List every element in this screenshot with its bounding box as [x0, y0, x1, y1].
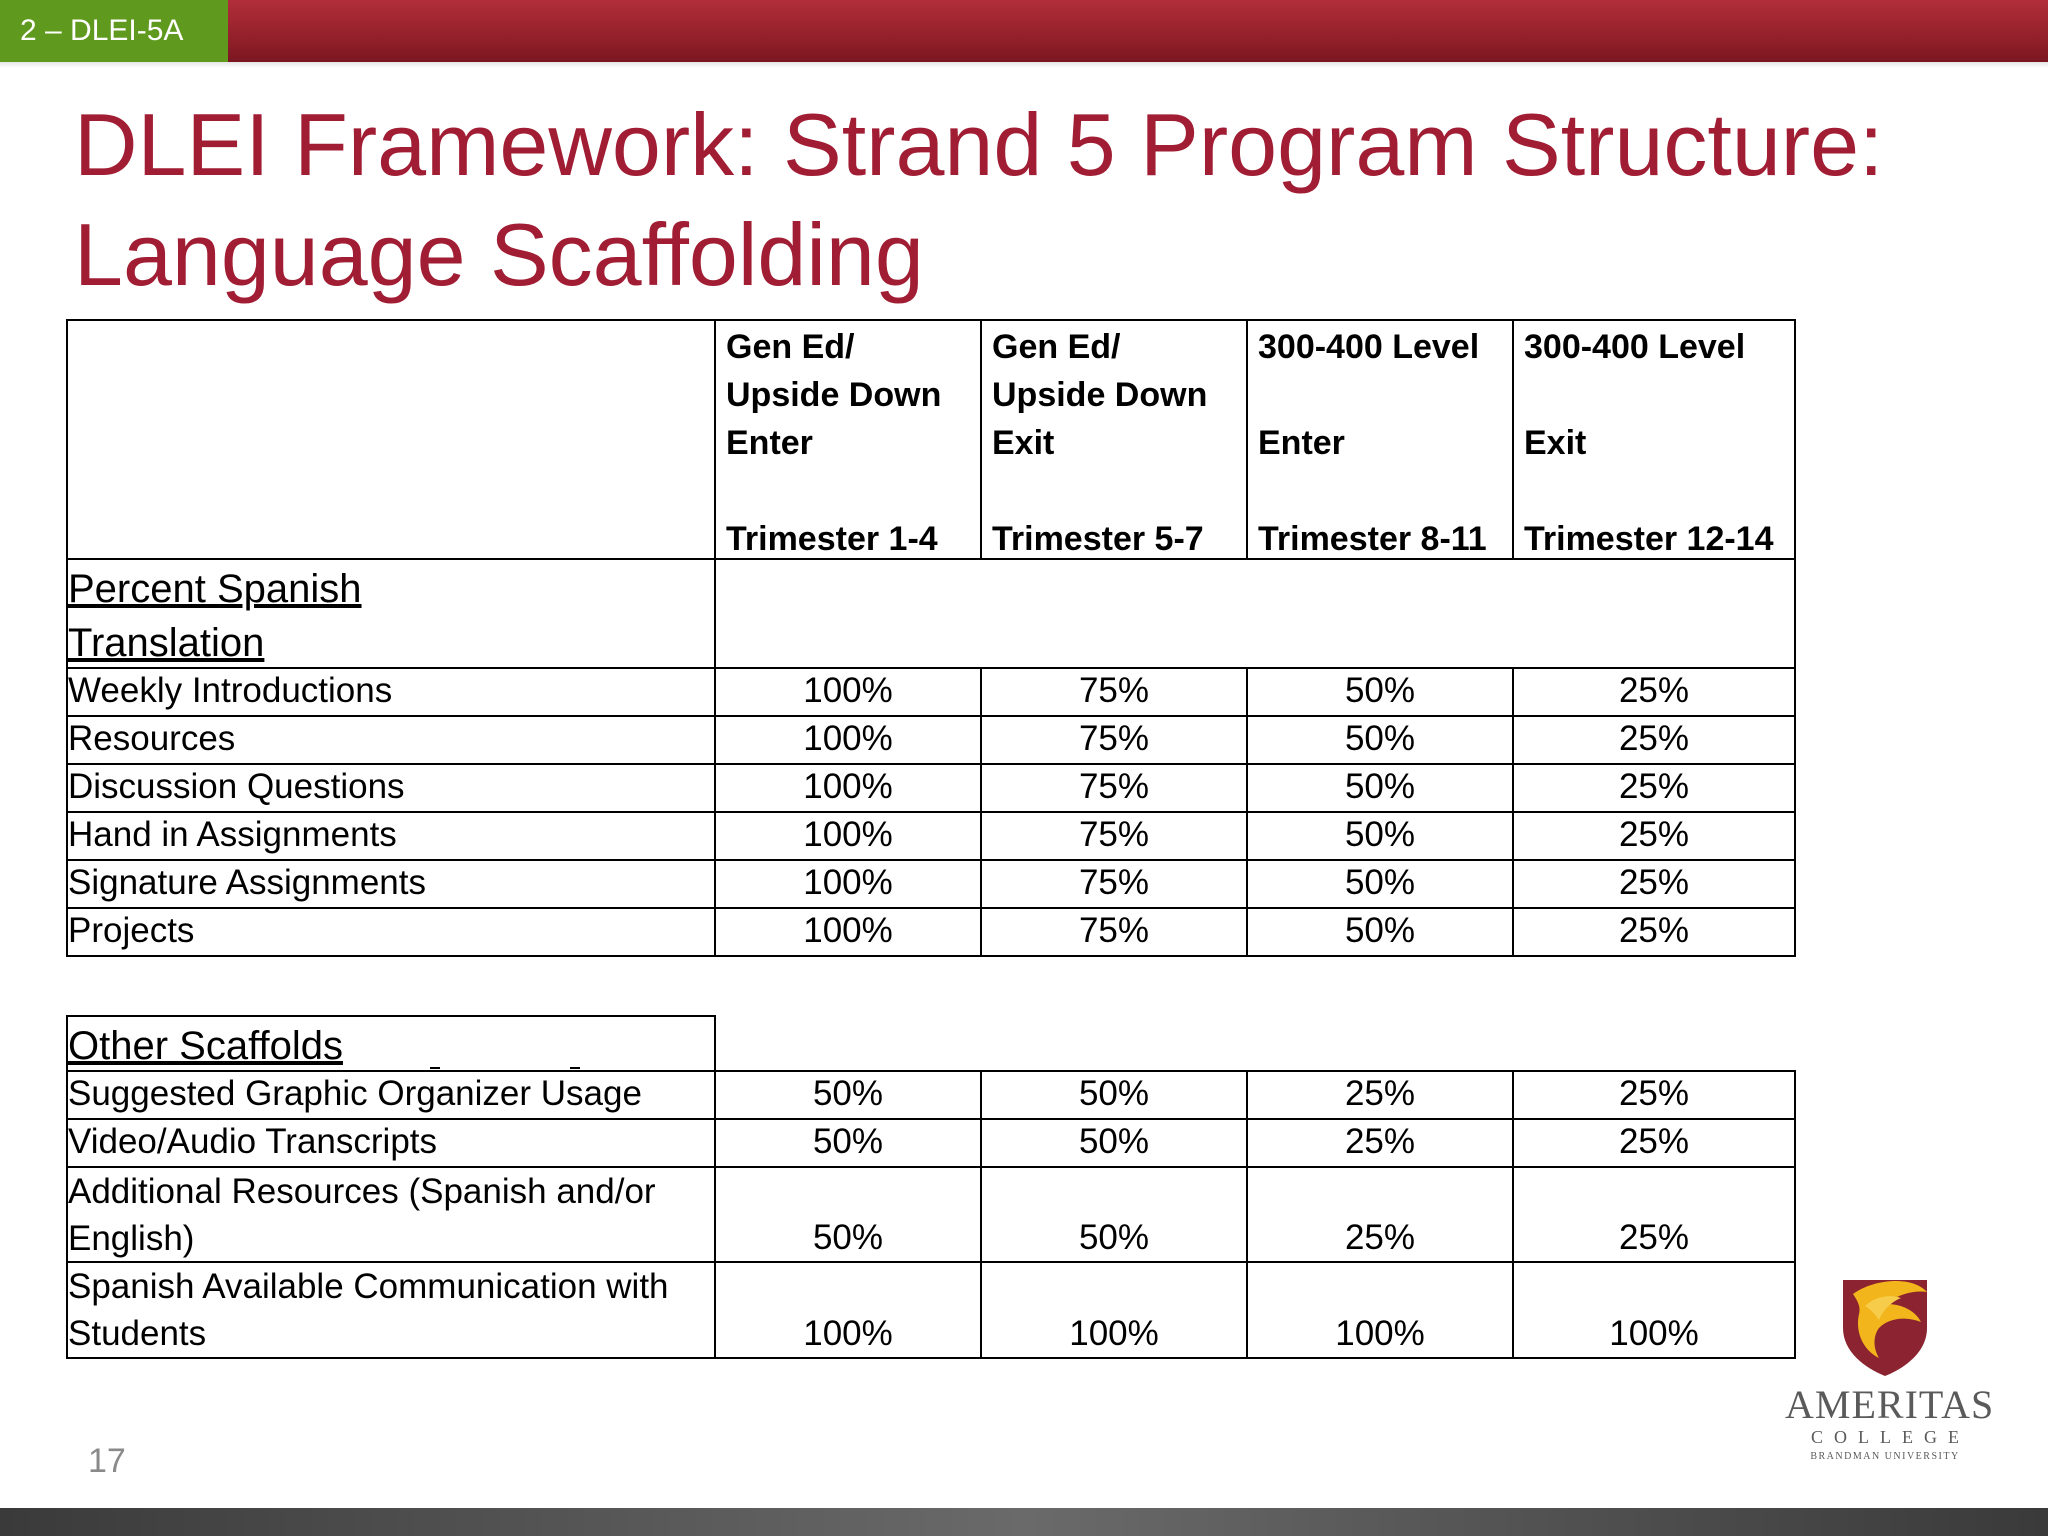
table-cell: 75%	[980, 763, 1248, 813]
ameritas-logo	[1785, 1270, 1995, 1475]
table-cell: 50%	[714, 1166, 982, 1263]
title-line-2: Language Scaffolding	[74, 205, 924, 304]
table-row-label: Video/Audio Transcripts	[66, 1118, 716, 1168]
section-title-other-scaffolds: Other Scaffolds	[66, 1015, 716, 1072]
table-cell: 75%	[980, 667, 1248, 717]
table-row-label: Suggested Graphic Organizer Usage	[66, 1070, 716, 1120]
table-cell: 100%	[714, 715, 982, 765]
column-header-2: Gen Ed/ Upside Down Exit Trimester 5-7	[980, 319, 1248, 560]
section-title-percent-spanish: Percent Spanish Translation	[66, 558, 716, 669]
logo-tagline: BRANDMAN UNIVERSITY	[1810, 1451, 1960, 1462]
table-cell: 25%	[1512, 667, 1796, 717]
table-cell: 25%	[1512, 763, 1796, 813]
column-header-4: 300-400 Level Exit Trimester 12-14	[1512, 319, 1796, 560]
table-cell: 50%	[980, 1070, 1248, 1120]
table-cell: 75%	[980, 811, 1248, 861]
table-cell: 50%	[714, 1118, 982, 1168]
table-cell: 75%	[980, 907, 1248, 957]
table-cell: 100%	[714, 859, 982, 909]
table-cell: 25%	[1512, 907, 1796, 957]
table-row-label: Resources	[66, 715, 716, 765]
table-cell: 100%	[1246, 1261, 1514, 1359]
table-cell: 75%	[980, 715, 1248, 765]
table-row-label: Signature Assignments	[66, 859, 716, 909]
table-cell: 100%	[714, 811, 982, 861]
page-number: 17	[88, 1442, 126, 1480]
table-cell: 25%	[1246, 1070, 1514, 1120]
table-cell: 50%	[1246, 763, 1514, 813]
table-cell: 50%	[980, 1166, 1248, 1263]
table-cell: 100%	[714, 907, 982, 957]
underline-mark	[570, 1067, 580, 1069]
table-row-label: Discussion Questions	[66, 763, 716, 813]
eagle-shield-icon	[1835, 1270, 1935, 1380]
table-cell: 25%	[1246, 1166, 1514, 1263]
table-cell: 50%	[1246, 667, 1514, 717]
table-cell: 100%	[714, 763, 982, 813]
title-line-1: DLEI Framework: Strand 5 Program Structure:	[74, 95, 1884, 194]
table-cell: 100%	[1512, 1261, 1796, 1359]
table-cell: 25%	[1512, 1166, 1796, 1263]
table-cell: 75%	[980, 859, 1248, 909]
table-cell: 50%	[980, 1118, 1248, 1168]
table-cell: 25%	[1246, 1118, 1514, 1168]
bottom-bar	[0, 1508, 2048, 1536]
section-title-spacer	[714, 558, 1796, 669]
table-cell: 100%	[714, 667, 982, 717]
table-cell: 50%	[714, 1070, 982, 1120]
table-cell: 25%	[1512, 859, 1796, 909]
logo-name: AMERITAS	[1785, 1382, 1995, 1427]
column-header-1: Gen Ed/ Upside Down Enter Trimester 1-4	[714, 319, 982, 560]
table-cell: 25%	[1512, 1070, 1796, 1120]
table-cell: 50%	[1246, 859, 1514, 909]
table-cell: 50%	[1246, 907, 1514, 957]
table-row-label: Additional Resources (Spanish and/or English)	[66, 1166, 716, 1263]
column-header-3: 300-400 Level Enter Trimester 8-11	[1246, 319, 1514, 560]
table-row-label: Projects	[66, 907, 716, 957]
slide-tag: 2 – DLEI-5A	[0, 0, 228, 62]
table-cell: 50%	[1246, 811, 1514, 861]
table-row-label: Hand in Assignments	[66, 811, 716, 861]
table-row-label: Weekly Introductions	[66, 667, 716, 717]
underline-mark	[430, 1067, 440, 1069]
table-cell: 50%	[1246, 715, 1514, 765]
table-cell: 100%	[980, 1261, 1248, 1359]
table-row-label: Spanish Available Communication with Students	[66, 1261, 716, 1359]
table-cell: 25%	[1512, 715, 1796, 765]
table-cell: 25%	[1512, 1118, 1796, 1168]
table-cell: 100%	[714, 1261, 982, 1359]
logo-subtitle: COLLEGE	[1811, 1427, 1970, 1447]
table-cell: 25%	[1512, 811, 1796, 861]
header-corner-cell	[66, 319, 716, 560]
